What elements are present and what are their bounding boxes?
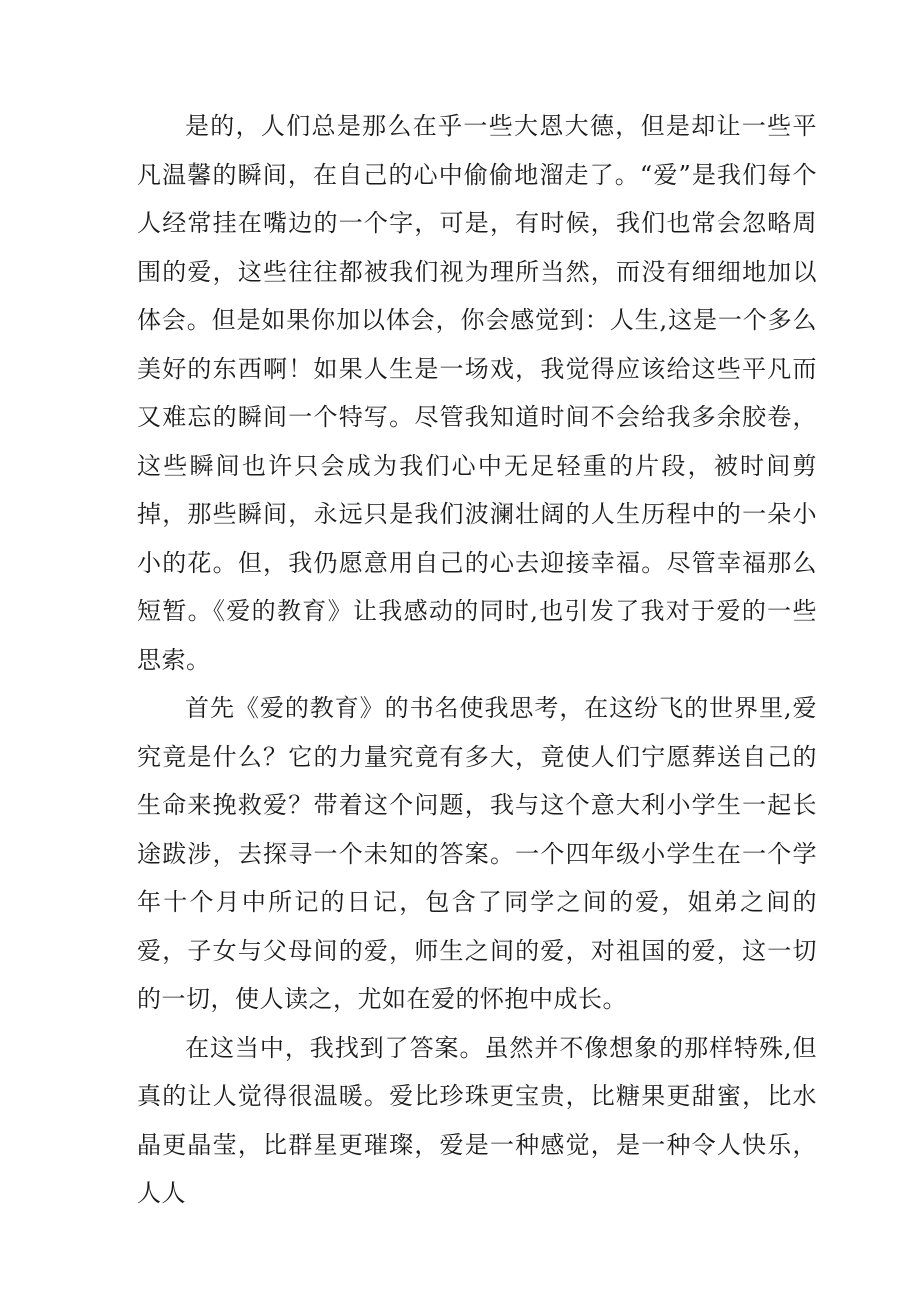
document-body bbox=[137, 102, 817, 1218]
paragraph-1: 是的，人们总是那么在乎一些大恩大德，但是却让一些平凡温馨的瞬间，在自己的心中偷偷地溜走了。“爱”是我们每个人经常挂在嘴边的一个字，可是，有时候，我们也常会忽略周围的爱，这些往往都被我们视为理所当然，而没有细细地加以体会。但是如果你加以体会，你会感觉到：人生,这是一个多么美好的东西啊！如果人生是一场戏，我觉得应该给这些平凡而又难忘的瞬间一个特写。尽管我知道时间不会给我多余胶卷，这些瞬间也许只会成为我们心中无足轻重的片段，被时间剪掉，那些瞬间，永远只是我们波澜壮阔的人生历程中的一朵小小的花。但，我仍愿意用自己的心去迎接幸福。尽管幸福那么短暂。《爱的教育》让我感动的同时,也引发了我对于爱的一些思索。 bbox=[137, 112, 817, 674]
paragraph-3: 在这当中，我找到了答案。虽然并不像想象的那样特殊,但真的让人觉得很温暖。爱比珍珠更宝贵，比糖果更甜蜜，比水晶更晶莹，比群星更璀璨，爱是一种感觉，是一种令人快乐，人人 bbox=[137, 1033, 817, 1207]
paragraph-2: 首先《爱的教育》的书名使我思考，在这纷飞的世界里,爱究竟是什么？它的力量究竟有多大，竟使人们宁愿葬送自己的生命来挽救爱？带着这个问题，我与这个意大利小学生一起长途跋涉，去探寻一个未知的答案。一个四年级小学生在一个学年十个月中所记的日记，包含了同学之间的爱，姐弟之间的爱，子女与父母间的爱，师生之间的爱，对祖国的爱，这一切的一切，使人读之，尤如在爱的怀抱中成长。 bbox=[137, 694, 817, 1013]
